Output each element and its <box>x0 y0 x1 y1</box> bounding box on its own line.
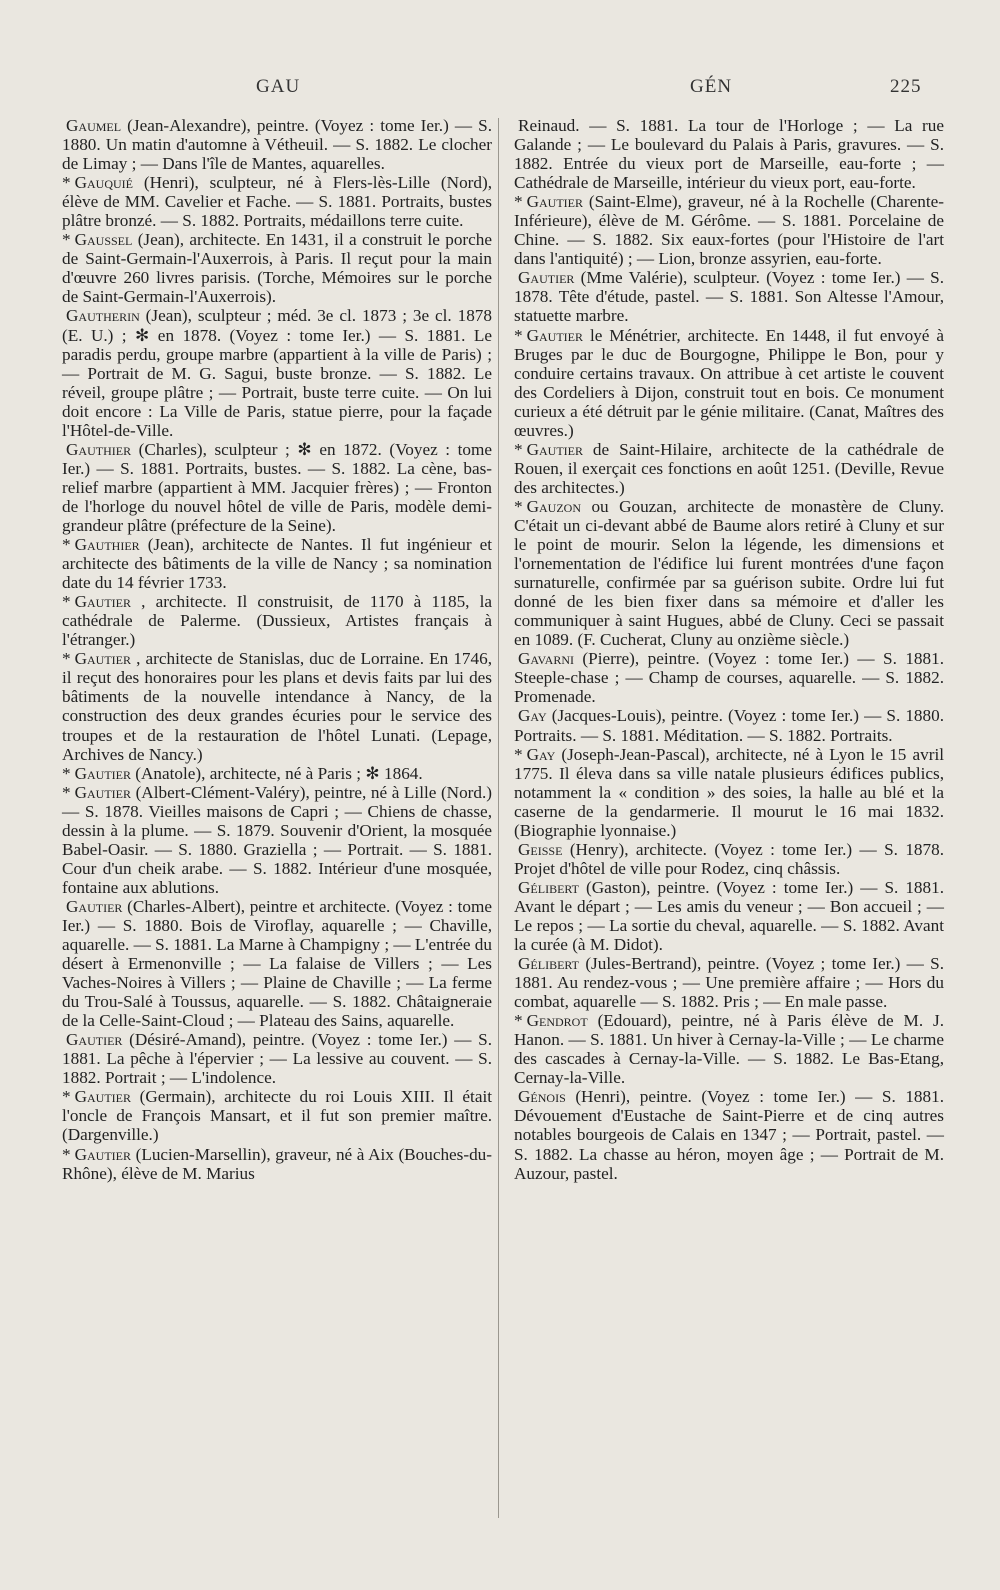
entry-text: (Jules-Bertrand), peintre. (Voyez ; tome Ier.) — S. 1881. Au rendez-vous ; — Une première affaire ; — Hors du combat, aquarelle — S. 1882. Pris ; — En male passe. <box>514 954 945 1012</box>
entry-text: , architecte de Stanislas, duc de Lorraine. En 1746, il reçut des honoraires pour les plans et devis faits par lui des bâtiments de la nouvelle intendance à Nancy, de la construction des deux grandes écuries pour le service des troupes et de la restauration de l'hôtel Lunati. (Lepage, Archives de Nancy.) <box>62 649 493 764</box>
entry-asterisk: * <box>62 782 71 802</box>
entry-text: de Saint-Hilaire, architecte de la cathédrale de Rouen, il exerçait ces fonctions en août 1251. (Deville, Revue des architectes.) <box>514 439 944 497</box>
entry-text: (Albert-Clément-Valéry), peintre, né à Lille (Nord.) — S. 1878. Vieilles maisons de Capri ; — Chiens de chasse, dessin à la plume. — S. 1879. Souvenir d'Orient, la mosquée Babel-Oasir. — S. 1880. Graziella ; — Portrait. — S. 1881. Cour d'un cheik arabe. — S. 1882. Intérieur d'une mosquée, fontaine aux ablutions. <box>62 782 493 897</box>
dictionary-entry <box>514 497 944 649</box>
dictionary-entry <box>514 745 944 840</box>
dictionary-entry <box>62 1087 492 1144</box>
entry-name: Geisse <box>518 839 563 859</box>
entry-asterisk: * <box>62 535 71 555</box>
entry-text: (Jean-Alexandre), peintre. (Voyez : tome Ier.) — S. 1880. Un matin d'automne à Vétheuil. — S. 1882. Le clocher de Limay ; — Dans l'île de Mantes, aquarelles. <box>62 116 492 174</box>
entry-asterisk: * <box>62 1144 71 1164</box>
column-divider <box>498 118 499 1518</box>
entry-name: Gautier <box>518 268 575 288</box>
dictionary-entry <box>514 268 944 325</box>
entry-text: ou Gouzan, architecte de monastère de Cluny. C'était un ci-devant abbé de Baume alors retiré à Cluny et sur le point de mourir. Selon la légende, les dimensions et l'ornementation de l'édifice lui furent montrées d'une façon surnaturelle, confirmée par sa guérison subite. Ordre lui fut donné de les bien fixer dans sa mémoire et d'aller les communiquer à saint Hugues, abbé de Cluny. Ceci se passait en 1089. (F. Cucherat, Cluny au onzième siècle.) <box>514 496 945 650</box>
entry-text: (Jean), architecte de Nantes. Il fut ingénieur et architecte des bâtiments de la ville de Nancy ; sa nomination date du 14 février 1733. <box>62 535 493 593</box>
entry-asterisk: * <box>62 173 71 193</box>
entry-text: (Henri), sculpteur, né à Flers-lès-Lille (Nord), élève de MM. Cavelier et Fache. — S. 1881. Portraits, bustes plâtre bronzé. — S. 1882. Portraits, médaillons terre cuite. <box>62 173 492 231</box>
entry-asterisk: * <box>514 192 523 212</box>
dictionary-entry <box>62 173 492 230</box>
entry-name: Gautherin <box>66 306 140 326</box>
dictionary-entry <box>62 764 492 783</box>
entry-name: Gauthier <box>74 535 140 555</box>
dictionary-entry <box>514 878 944 954</box>
entry-asterisk: * <box>62 649 71 669</box>
dictionary-entry <box>514 192 944 268</box>
dictionary-entry <box>62 116 492 173</box>
entry-text: (Jean), sculpteur ; méd. 3e cl. 1873 ; 3e cl. 1878 (E. U.) ; ✻ en 1878. (Voyez : tome Ier.) — S. 1881. Le paradis perdu, groupe marbre (appartient à la ville de Paris) ; — Portrait de M. G. Sagui, buste bronze. — S. 1882. Le réveil, groupe plâtre ; — Portrait, buste terre cuite. — On lui doit encore : La Ville de Paris, statue pierre, pour la façade l'Hôtel-de-Ville. <box>62 306 492 440</box>
header-left-word: GAU <box>256 76 301 97</box>
dictionary-entry <box>62 230 492 306</box>
dictionary-entry <box>514 440 944 497</box>
entry-name: Gautier <box>74 649 131 669</box>
entry-name: Génois <box>518 1087 566 1107</box>
dictionary-entry <box>62 535 492 592</box>
dictionary-entry <box>514 1011 944 1087</box>
entry-text: (Saint-Elme), graveur, né à la Rochelle (Charente-Inférieure), élève de M. Gérôme. — S. 1881. Porcelaine de Chine. — S. 1882. Six eaux-fortes (pour l'Histoire de l'art dans l'antiquité) ; — Lion, bronze assyrien, eau-forte. <box>514 192 944 269</box>
entry-name: Gay <box>526 744 556 764</box>
entry-name: Gay <box>518 706 547 726</box>
dictionary-entry <box>514 116 944 192</box>
entry-name: Gautier <box>66 896 123 916</box>
dictionary-entry <box>62 306 492 439</box>
dictionary-entry <box>62 592 492 649</box>
entry-name: Gautier <box>526 439 583 459</box>
running-head <box>0 76 1000 102</box>
entry-text: (Mme Valérie), sculpteur. (Voyez : tome Ier.) — S. 1878. Tête d'étude, pastel. — S. 1881. Son Altesse l'Amour, statuette marbre. <box>514 268 944 326</box>
entry-text: (Charles-Albert), peintre et architecte. (Voyez : tome Ier.) — S. 1880. Bois de Viroflay, aquarelle ; — Chaville, aquarelle. — S. 1881. La Marne à Champigny ; — L'entrée du désert à Ermenonville ; — La falaise de Villers ; — Les Vaches-Noires à Villers ; — Plaine de Chaville ; — La ferme du Trou-Salé à Toussus, aquarelle. — S. 1882. Châtaigneraie de la Celle-Saint-Cloud ; — Plateau des Sains, aquarelle. <box>62 896 493 1031</box>
dictionary-entry <box>514 326 944 440</box>
dictionary-entry <box>514 954 944 1011</box>
entry-text: (Germain), architecte du roi Louis XIII. Il était l'oncle de François Mansart, et il fut son premier maître. (Dargenville.) <box>62 1087 492 1145</box>
dictionary-entry <box>62 783 492 897</box>
entry-name: Gautier <box>74 782 131 802</box>
dictionary-entry <box>514 649 944 706</box>
entry-asterisk: * <box>514 744 523 764</box>
entry-text: (Gaston), peintre. (Voyez : tome Ier.) — S. 1881. Avant le départ ; — Les amis du veneur ; — Bon accueil ; — Le repos ; — La sortie du cheval, aquarelle. — S. 1882. Avant la curée (à M. Didot). <box>514 877 944 955</box>
entry-asterisk: * <box>514 1011 523 1031</box>
entry-text: (Anatole), architecte, né à Paris ; ✻ 1864. <box>135 763 423 783</box>
entry-asterisk: * <box>62 763 71 783</box>
dictionary-entry <box>62 897 492 1030</box>
entry-name: Gélibert <box>518 877 580 897</box>
entry-name: Gauthier <box>66 439 132 459</box>
right-column <box>514 116 944 1183</box>
dictionary-entry <box>514 1087 944 1182</box>
entry-asterisk: * <box>514 325 523 345</box>
entry-text: (Joseph-Jean-Pascal), architecte, né à Lyon le 15 avril 1775. Il éleva dans sa ville natale plusieurs édifices publics, notamment la « condition » des soies, la halle au blé et la caserne de la gendarmerie. Il mourut le 16 mai 1832. (Biographie lyonnaise.) <box>514 744 945 840</box>
entry-text: (Henri), peintre. (Voyez : tome Ier.) — S. 1881. Dévouement d'Eustache de Saint-Pierre et de cinq autres notables bourgeois de Calais en 1347 ; — Portrait, pastel. — S. 1882. La chasse au héron, moyen âge ; — Portrait de M. Auzour, pastel. <box>514 1087 945 1183</box>
entry-asterisk: * <box>62 1087 71 1107</box>
entry-name: Gautier <box>66 1030 123 1050</box>
entry-name: Gaumel <box>66 116 122 135</box>
entry-name: Gautier <box>526 325 583 345</box>
entry-text: (Pierre), peintre. (Voyez : tome Ier.) — S. 1881. Steeple-chase ; — Champ de courses, aquarelle. — S. 1882. Promenade. <box>514 649 945 707</box>
entry-name: Gautier <box>74 1144 131 1164</box>
entry-text: (Lucien-Marsellin), graveur, né à Aix (Bouches-du-Rhône), élève de M. Marius <box>62 1144 493 1183</box>
entry-name: Gautier <box>74 592 131 612</box>
entry-text: (Henry), architecte. (Voyez : tome Ier.) — S. 1878. Projet d'hôtel de ville pour Rodez, cinq châssis. <box>514 839 945 878</box>
entry-name: Gavarni <box>518 649 574 669</box>
entry-asterisk: * <box>514 439 523 459</box>
entry-text: le Ménétrier, architecte. En 1448, il fut envoyé à Bruges par le duc de Bourgogne, Philippe le Bon, pour y conduire certains travaux. On attribue à cet artiste le couvent des Cordeliers à Dijon, construit tout en bois. Ce monument curieux a été détruit par le génie militaire. (Canat, Maîtres des œuvres.) <box>514 325 945 440</box>
entry-asterisk: * <box>62 230 71 250</box>
dictionary-entry <box>62 440 492 535</box>
entry-text: (Jean), architecte. En 1431, il a construit le porche de Saint-Germain-l'Auxerrois, à Paris. Il reçut pour la main d'œuvre 260 livres parisis. (Torche, Mémoires sur le porche de Saint-Germain-l'Auxerrois). <box>62 230 493 307</box>
entry-asterisk: * <box>514 496 523 516</box>
entry-text: (Charles), sculpteur ; ✻ en 1872. (Voyez : tome Ier.) — S. 1881. Portraits, bustes. — S. 1882. La cène, bas-relief marbre (appartient à MM. Jacquier frères) ; — Fronton de l'horloge du nouvel hôtel de ville de Paris, modèle demi-grandeur plâtre (préfecture de la Seine). <box>62 439 493 535</box>
entry-name: Gautier <box>526 192 583 212</box>
entry-asterisk: * <box>62 592 71 612</box>
entry-name: Gauquié <box>74 173 133 193</box>
entry-text: (Edouard), peintre, né à Paris élève de M. J. Hanon. — S. 1881. Un hiver à Cernay-la-Ville ; — Le charme des cascades à Cernay-la-Ville. — S. 1882. Le Bas-Etang, Cernay-la-Ville. <box>514 1011 944 1088</box>
entry-text: Reinaud. — S. 1881. La tour de l'Horloge ; — La rue Galande ; — Le boulevard du Palais à Paris, gravures. — S. 1882. Entrée du vieux port de Marseille, eau-forte ; — Cathédrale de Marseille, intérieur du vieux port, eau-forte. <box>514 116 944 193</box>
dictionary-entry <box>62 1030 492 1087</box>
left-column <box>62 116 492 1183</box>
entry-name: Gauzon <box>526 496 582 516</box>
entry-text: (Désiré-Amand), peintre. (Voyez : tome Ier.) — S. 1881. La pêche à l'épervier ; — La lessive au couvent. — S. 1882. Portrait ; — L'indolence. <box>62 1030 492 1088</box>
entry-name: Gautier <box>74 763 131 783</box>
header-center-word: GÉN <box>690 76 733 97</box>
entry-text: (Jacques-Louis), peintre. (Voyez : tome Ier.) — S. 1880. Portraits. — S. 1881. Méditation. — S. 1882. Portraits. <box>514 706 945 745</box>
entry-name: Gélibert <box>518 954 580 974</box>
entry-name: Gautier <box>74 1087 131 1107</box>
dictionary-entry <box>514 840 944 878</box>
entry-name: Gendrot <box>526 1011 588 1031</box>
entry-name: Gaussel <box>74 230 133 250</box>
dictionary-entry <box>514 706 944 744</box>
entry-text: , architecte. Il construisit, de 1170 à 1185, la cathédrale de Palerme. (Dussieux, Artistes français à l'étranger.) <box>62 592 492 650</box>
page-number: 225 <box>890 76 922 97</box>
dictionary-entry <box>62 649 492 763</box>
dictionary-entry <box>62 1145 492 1183</box>
